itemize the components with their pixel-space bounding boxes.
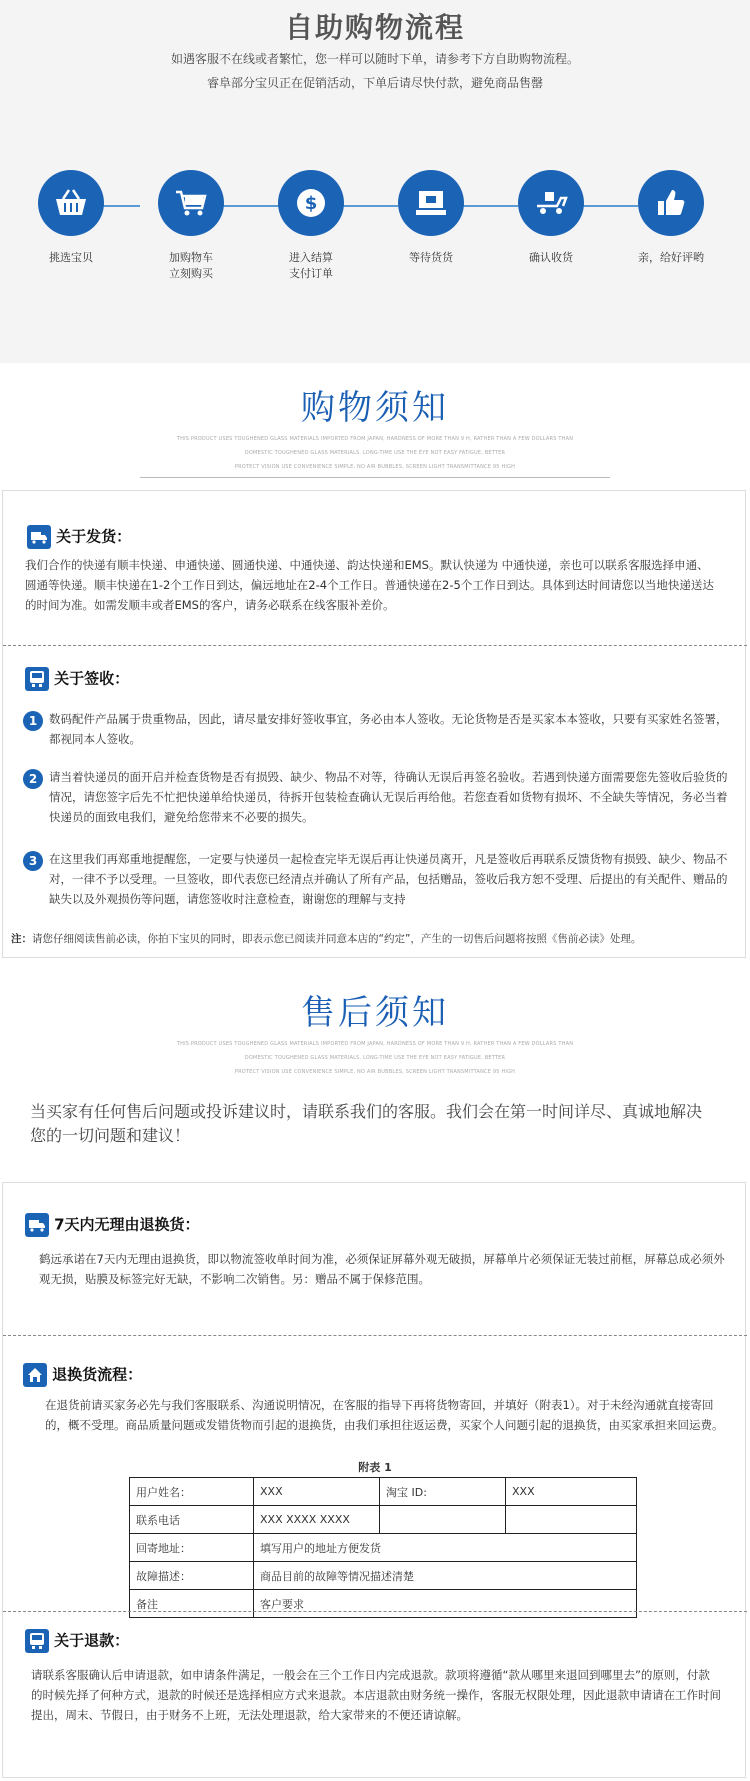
table-cell	[506, 1506, 637, 1534]
process-subtitle-2: 睿阜部分宝贝正在促销活动，下单后请尽快付款，避免商品售罄	[206, 76, 543, 90]
step-checkout	[256, 170, 366, 282]
notice-title: 购物须知	[301, 388, 449, 428]
receipt-item-text: 数码配件产品属于贵重物品，因此，请尽量安排好签收事宜，务必由本人签收。无论货物是否是买家本本签收，只要有买家姓名签署，都视同本人签收。	[49, 712, 728, 746]
aftersale-box	[2, 1182, 746, 1778]
refund-heading-row	[25, 1629, 129, 1653]
table-cell: XXX	[506, 1478, 637, 1506]
notice-box	[2, 490, 746, 958]
return7-heading: 7天内无理由退换货：	[54, 1215, 200, 1234]
table-caption: 附表 1	[358, 1461, 392, 1474]
process-title: 自助购物流程	[284, 11, 465, 44]
table-row	[130, 1562, 637, 1590]
process-subtitle-1: 如遇客服不在线或者繁忙，您一样可以随时下单，请参考下方自助购物流程。	[170, 52, 579, 66]
divider	[3, 1611, 747, 1612]
receipt-note	[11, 929, 741, 949]
step-confirm	[496, 170, 606, 266]
shipping-text: 我们合作的快递有顺丰快递、申通快递、圆通快递、中通快递、韵达快递和EMS。默认快递为 中通快递，亲也可以联系客服选择申通、圆通等快递。顺丰快递在1-2个工作日到达，偏远地址在2-4个工作日。普通快递在2-5个工作日到达。具体到达时间请您以当地快递送达的时间为准。如需发顺丰或者EMS的客户，请务必联系在线客服补差价。	[25, 558, 714, 612]
bus-icon	[25, 667, 49, 691]
step-cart	[136, 170, 246, 282]
number-badge: 3	[23, 851, 43, 871]
notice-english-line: PROTECT VISION USE CONVENIENCE SIMPLE, NO AIR BUBBLES, SCREEN LIGHT TRANSMITTANCE 95 HIGH	[234, 464, 516, 470]
note-text: 请您仔细阅读售前必读，你拍下宝贝的同时，即表示您已阅读并同意本店的“约定”，产生的一切售后问题将按照《售前必读》处理。	[32, 933, 642, 945]
box-icon	[398, 170, 464, 236]
notice-header	[0, 380, 750, 478]
step-label: 确认收货	[529, 251, 573, 264]
shipping-heading-row	[27, 525, 131, 549]
table-row	[130, 1534, 637, 1562]
shipping-heading: 关于发货：	[56, 527, 132, 546]
return7-heading-row	[25, 1213, 200, 1237]
return7-text: 鹤远承诺在7天内无理由退换货，即以物流签收单时间为准，必须保证屏幕外观无破损，屏幕单片必须保证无装过前框，屏幕总成必须外观无损，贴膜及标签完好无缺，不影响二次销售。另：赠品不属于保修范围。	[39, 1252, 725, 1286]
step-label: 进入结算 支付订单	[289, 251, 333, 280]
process-steps	[0, 170, 750, 280]
step-label: 加购物车 立刻购买	[169, 251, 213, 280]
step-wait	[376, 170, 486, 266]
shopping-process-section	[0, 0, 750, 363]
truck-icon	[27, 525, 51, 549]
aftersale-english-line: PROTECT VISION USE CONVENIENCE SIMPLE, NO AIR BUBBLES, SCREEN LIGHT TRANSMITTANCE 95 HIGH	[234, 1069, 516, 1075]
table-cell: 填写用户的地址方便发货	[254, 1534, 637, 1562]
receipt-item	[23, 849, 733, 909]
receipt-item-text: 在这里我们再郑重地提醒您，一定要与快递员一起检查完毕无误后再让快递员离开，凡是签收后再联系反馈货物有损毁、缺少、物品不对，一律不予以受理。一旦签收，即代表您已经清点并确认了所有产品，包括赠品，签收后我方恕不受理、后提出的有关配件、赠品的缺失以及外观损伤等问题，请您签收时注意检查，谢谢您的理解与支持	[49, 852, 728, 906]
table-cell: XXX XXXX XXXX	[254, 1506, 380, 1534]
aftersale-intro: 当买家有任何售后问题或投诉建议时，请联系我们的客服。我们会在第一时间详尽、真诚地解决您的一切问题和建议！	[30, 1102, 703, 1145]
cart-icon	[158, 170, 224, 236]
number-badge: 1	[23, 711, 43, 731]
table-cell	[380, 1506, 506, 1534]
table-cell: 回寄地址：	[130, 1534, 254, 1562]
table-cell: 商品目前的故障等情况描述清楚	[254, 1562, 637, 1590]
step-choose	[16, 170, 126, 266]
basket-icon	[38, 170, 104, 236]
number-badge: 2	[23, 769, 43, 789]
receipt-heading: 关于签收：	[54, 669, 130, 688]
truck-icon	[25, 1213, 49, 1237]
return-form-table	[129, 1477, 637, 1618]
aftersale-header	[0, 985, 750, 1076]
thumbs-up-icon	[638, 170, 704, 236]
notice-english-line: THIS PRODUCT USES TOUGHENED GLASS MATERIALS IMPORTED FROM JAPAN, HARDNESS OF MORE THAN 9 H, RATHER THAN A FEW DOLLARS THAN	[176, 436, 574, 442]
refund-heading: 关于退款：	[54, 1631, 130, 1650]
table-cell: 用户姓名：	[130, 1478, 254, 1506]
table-cell: XXX	[254, 1478, 380, 1506]
table-row	[130, 1506, 637, 1534]
divider	[3, 645, 747, 646]
receipt-heading-row	[25, 667, 129, 691]
table-cell: 备注	[130, 1590, 254, 1618]
divider	[140, 477, 610, 478]
aftersale-english-line: DOMESTIC TOUGHENED GLASS MATERIALS. LONG-TIME USE THE EYE NOT EASY FATIGUE, BETTER	[244, 1055, 506, 1061]
flow-heading: 退换货流程：	[52, 1365, 143, 1384]
receipt-item	[23, 767, 733, 827]
flow-heading-row	[23, 1363, 142, 1387]
receipt-item-text: 请当着快递员的面开启并检查货物是否有损毁、缺少、物品不对等，待确认无误后再签名验收。若遇到快递方面需要您先签收后验货的情况，请您签字后先不忙把快递单给快递员，待拆开包装检查确认无误后再给他。若您查看如货物有损坏、不全缺失等情况，务必当着快递员的面致电我们，避免给您带来不必要的损失。	[49, 770, 728, 824]
delivery-icon	[518, 170, 584, 236]
receipt-item	[23, 709, 733, 749]
flow-text: 在退货前请买家务必先与我们客服联系、沟通说明情况，在客服的指导下再将货物寄回，并填好（附表1）。对于未经沟通就直接寄回的，概不受理。商品质量问题或发错货物而引起的退换货，由我们承担往返运费，买家个人问题引起的退换货，由买家承担来回运费。	[45, 1398, 724, 1432]
bus-icon	[25, 1629, 49, 1653]
notice-english-line: DOMESTIC TOUGHENED GLASS MATERIALS. LONG-TIME USE THE EYE NOT EASY FATIGUE, BETTER	[244, 450, 506, 456]
table-cell: 故障描述：	[130, 1562, 254, 1590]
table-row	[130, 1590, 637, 1618]
dollar-icon	[278, 170, 344, 236]
step-label: 亲，给好评哟	[638, 251, 704, 264]
step-label: 挑选宝贝	[49, 251, 93, 264]
step-review	[616, 170, 726, 266]
divider	[3, 1335, 747, 1336]
table-row	[130, 1478, 637, 1506]
table-cell: 客户要求	[254, 1590, 637, 1618]
refund-text: 请联系客服确认后申请退款，如申请条件满足，一般会在三个工作日内完成退款。款项将遵循“款从哪里来退回到哪里去”的原则，付款的时候先择了何种方式，退款的时候还是选择相应方式来退款。本店退款由财务统一操作，客服无权限处理，因此退款申请请在工作时间提出，周末、节假日，由于财务不上班，无法处理退款，给大家带来的不便还请谅解。	[31, 1668, 721, 1722]
table-cell: 联系电话	[130, 1506, 254, 1534]
home-icon	[23, 1363, 47, 1387]
table-cell: 淘宝 ID:	[380, 1478, 506, 1506]
aftersale-title: 售后须知	[301, 993, 449, 1033]
svg-text:$: $	[304, 193, 318, 214]
aftersale-english-line: THIS PRODUCT USES TOUGHENED GLASS MATERIALS IMPORTED FROM JAPAN, HARDNESS OF MORE THAN 9 H, RATHER THAN A FEW DOLLARS THAN	[176, 1041, 574, 1047]
note-label: 注：	[11, 933, 32, 945]
step-label: 等待货货	[409, 251, 453, 264]
